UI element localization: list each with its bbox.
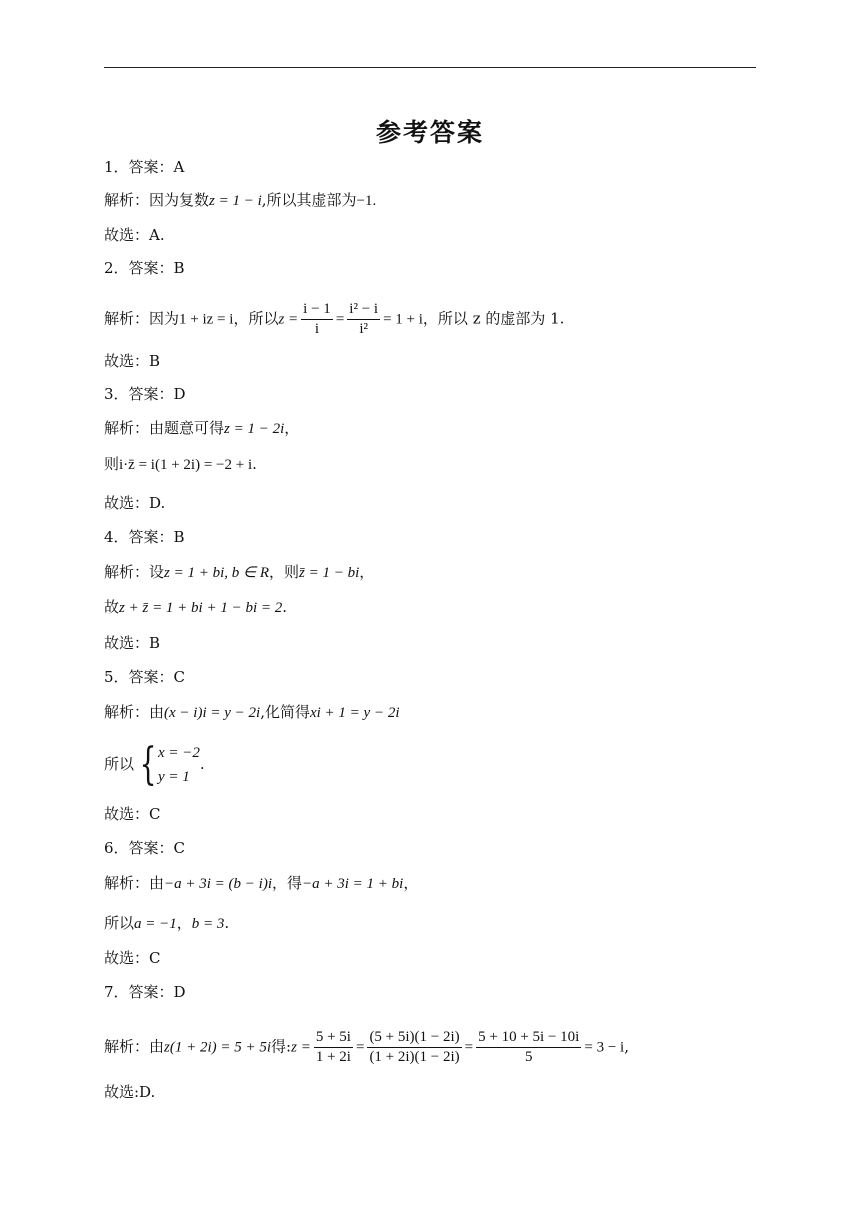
- fraction: $\frac{5 + 10 + 5i - 10i}{5}$: [478, 1029, 580, 1065]
- analysis-6-line-2: 所以a = −1，b = 3.: [104, 914, 230, 932]
- analysis-5: 解析：由(x − i)i = y − 2i,化简得xi + 1 = y − 2i: [104, 703, 400, 721]
- answer-2: 2．答案：B: [104, 259, 185, 277]
- brace-glyph: {: [139, 739, 157, 790]
- choice-2: 故选：B: [104, 352, 161, 370]
- fraction: $\frac{5 + 5i}{1 + 2i}$: [315, 1029, 351, 1065]
- choice-1: 故选：A.: [104, 226, 165, 244]
- answer-3: 3．答案：D: [104, 385, 186, 403]
- header-rule: [104, 67, 756, 68]
- analysis-3-line-2: 则i·z̄ = i(1 + 2i) = −2 + i.: [104, 455, 257, 473]
- analysis-6: 解析：由−a + 3i = (b − i)i，得−a + 3i = 1 + bi，: [104, 874, 419, 892]
- fraction: $\frac{(5 + 5i)(1 - 2i)}{(1 + 2i)(1 - 2i)}$: [369, 1029, 460, 1065]
- page-title: 参考答案: [375, 118, 484, 147]
- analysis-7: 解析：由z(1 + 2i) = 5 + 5i得:z = $\frac{5 + 5i}{1 + 2i}$ = $\frac{(5 + 5i)(1 - 2i)}{(1 + 2i)(1 - 2i)}$ = $\frac{5 + 10 + 5i - 10i}{5}$ = 3 − i,: [104, 1029, 629, 1065]
- answer-5: 5．答案：C: [104, 668, 186, 686]
- analysis-1: 解析：因为复数z = 1 − i,所以其虚部为−1.: [104, 191, 377, 209]
- analysis-4: 解析：设z = 1 + bi, b ∈ R，则z̄ = 1 − bi，: [104, 563, 375, 581]
- fraction: $\frac{i - 1}{i}$: [303, 301, 331, 337]
- choice-5: 故选：C: [104, 805, 161, 823]
- answer-7: 7．答案：D: [104, 983, 186, 1001]
- choice-3: 故选：D.: [104, 494, 166, 512]
- choice-6: 故选：C: [104, 949, 161, 967]
- analysis-3: 解析：由题意可得z = 1 − 2i，: [104, 419, 300, 437]
- answer-4: 4．答案：B: [104, 528, 185, 546]
- analysis-2: 解析：因为1 + iz = i，所以z = $\frac{i - 1}{i}$ = $\frac{\text{i² − i}}{\text{i²}}$ = 1 + i，所以 z 的虚部为 1.: [104, 301, 565, 337]
- answer-6: 6．答案：C: [104, 839, 186, 857]
- answer-1: 1．答案：A: [104, 158, 185, 176]
- choice-4: 故选：B: [104, 634, 161, 652]
- fraction: $\frac{\text{i² − i}}{\text{i²}}$: [349, 301, 379, 337]
- choice-7: 故选:D.: [104, 1083, 156, 1101]
- equation-system: x = −2 y = 1: [158, 745, 200, 785]
- analysis-4-line-2: 故z + z̄ = 1 + bi + 1 − bi = 2.: [104, 598, 288, 616]
- analysis-5-line-2: 所以 { x = −2 y = 1 .: [104, 739, 205, 790]
